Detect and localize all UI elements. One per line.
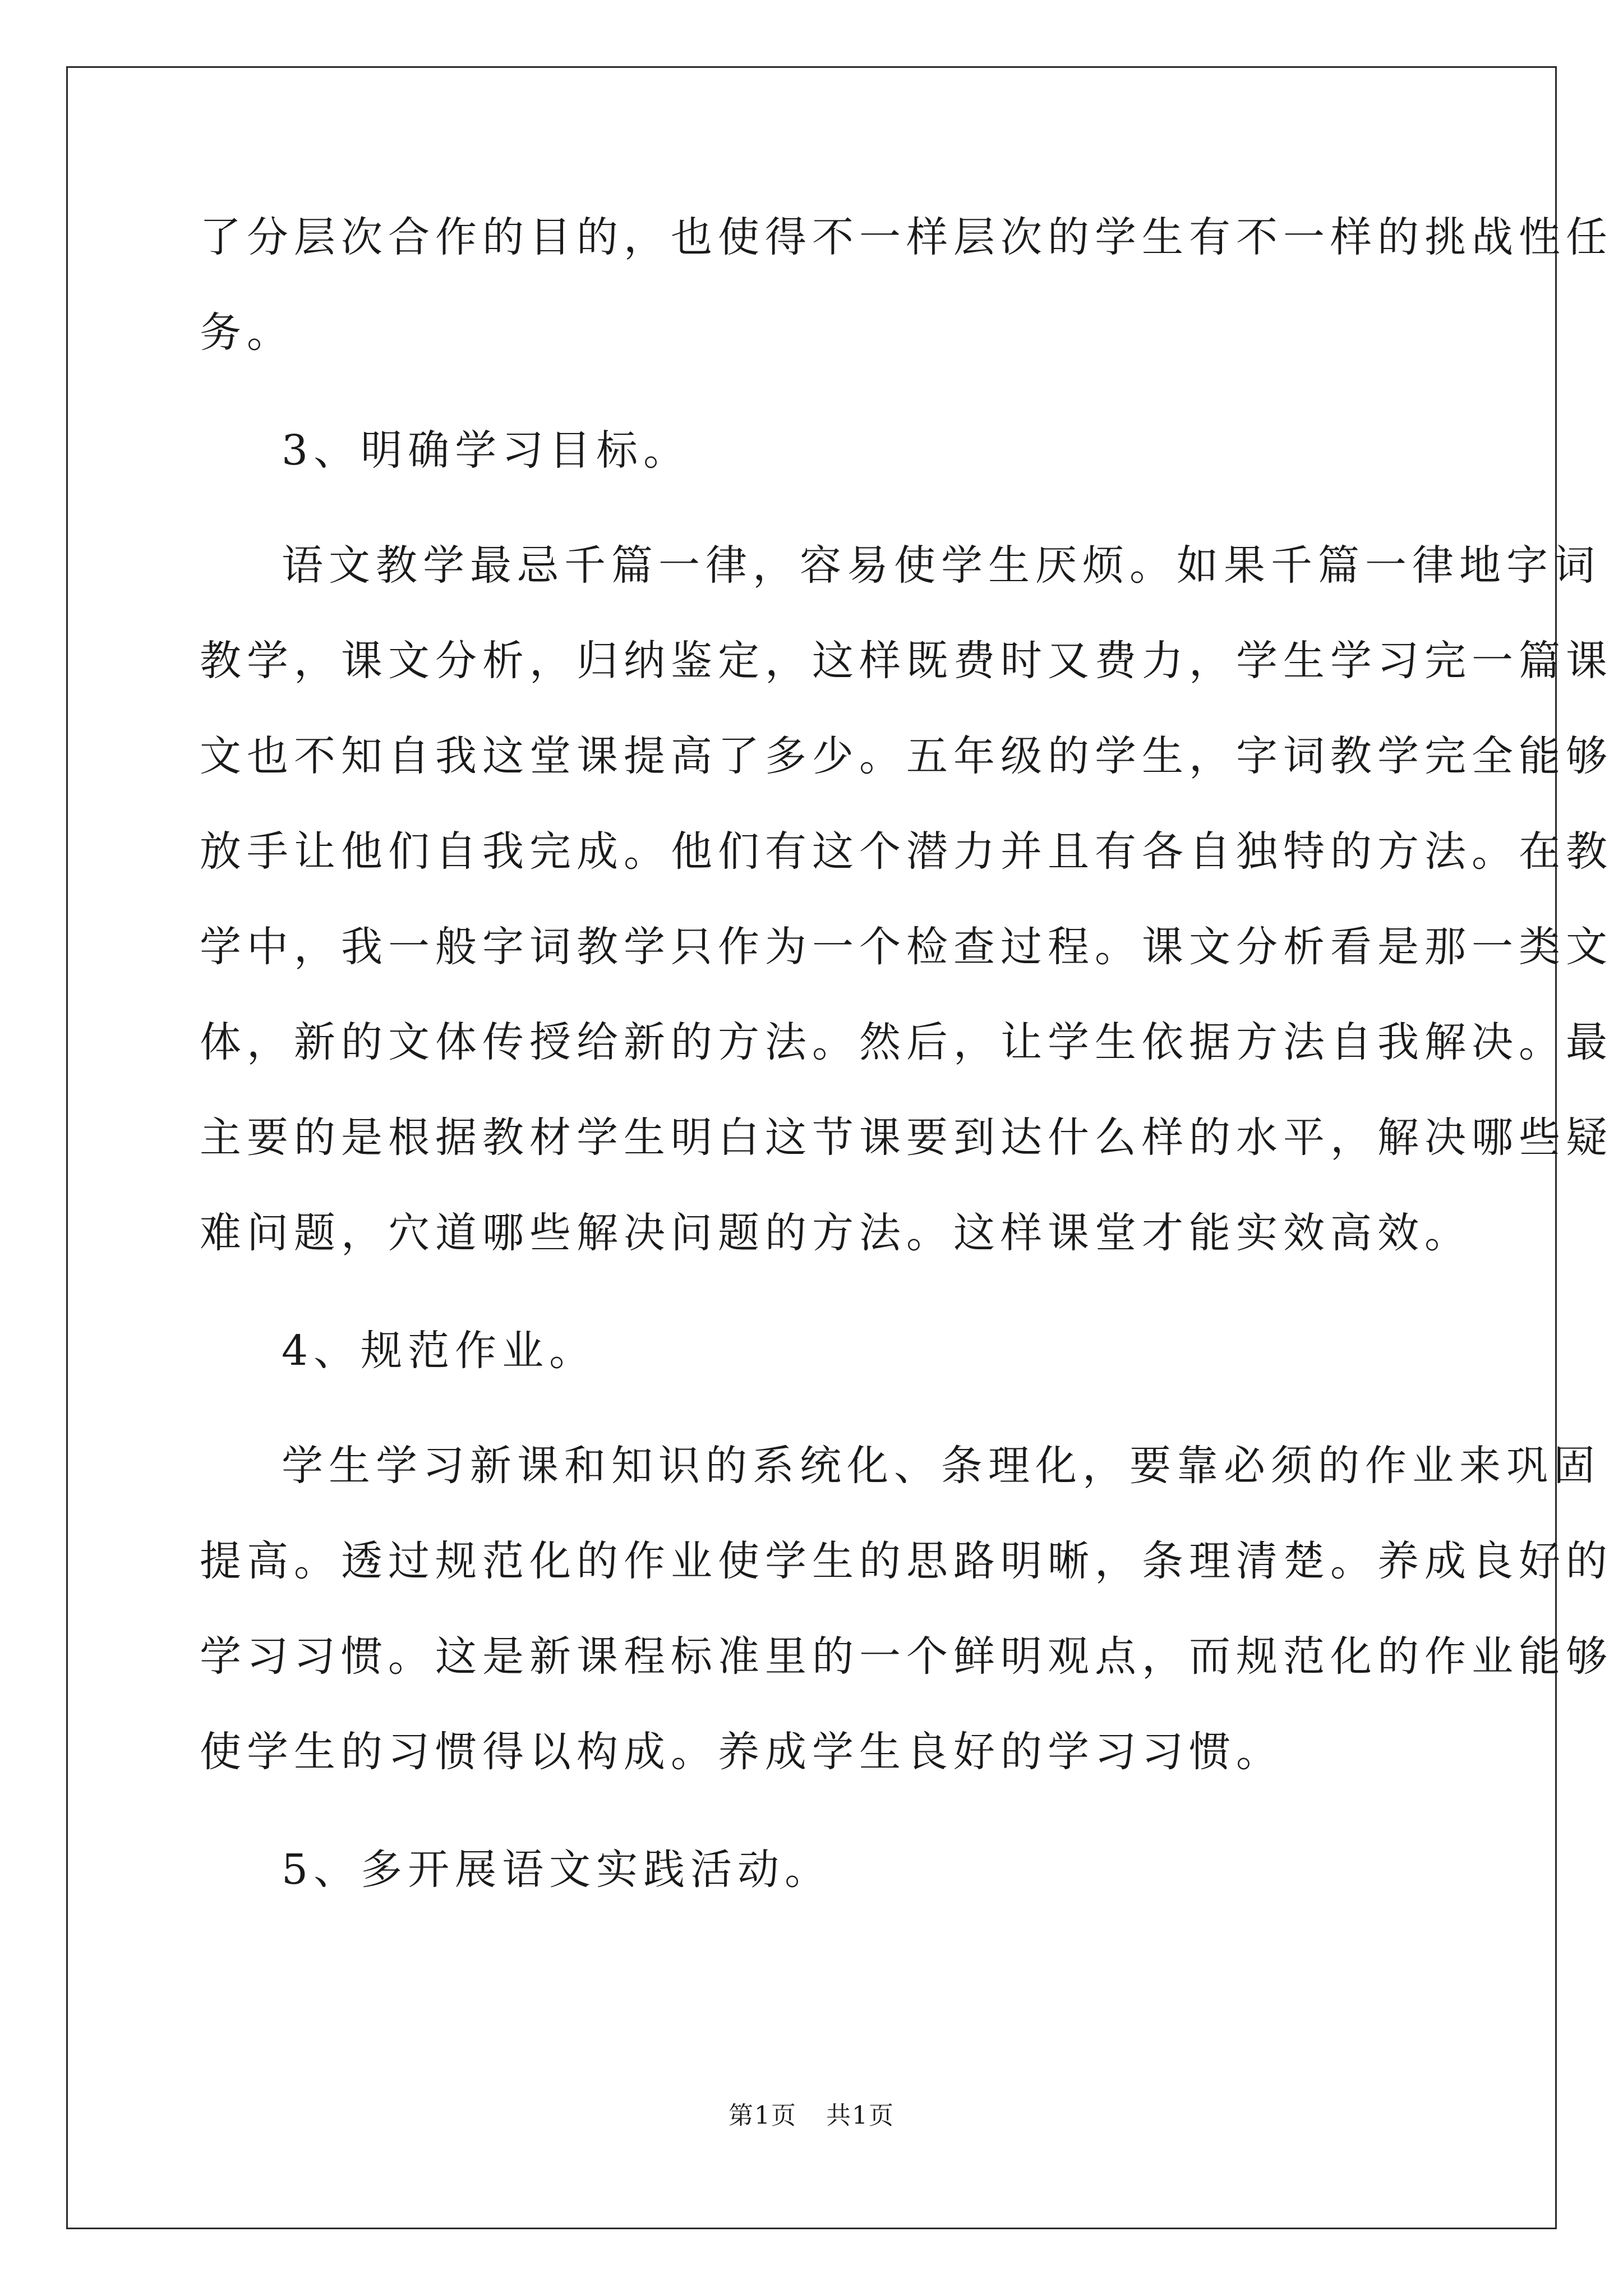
page-footer (0, 2095, 1623, 2131)
paragraph-line: 主要的是根据教材学生明白这节课要到达什么样的水平，解决哪些疑 (200, 1114, 1613, 1162)
paragraph-line: 放手让他们自我完成。他们有这个潜力并且有各自独特的方法。在教 (200, 827, 1613, 876)
page-number-current: 第1页 (728, 2101, 797, 2130)
paragraph-line: 文也不知自我这堂课提高了多少。五年级的学生，字词教学完全能够 (200, 732, 1613, 780)
section-heading-5: 5、多开展语文实践活动。 (282, 1846, 832, 1894)
paragraph-line: 学生学习新课和知识的系统化、条理化，要靠必须的作业来巩固 (282, 1442, 1601, 1490)
paragraph-line: 难问题，穴道哪些解决问题的方法。这样课堂才能实效高效。 (200, 1209, 1472, 1257)
paragraph-line: 了分层次合作的目的，也使得不一样层次的学生有不一样的挑战性任 (200, 213, 1613, 261)
section-heading-4: 4、规范作业。 (282, 1327, 597, 1375)
page-number-total: 共1页 (826, 2101, 895, 2130)
paragraph-line: 务。 (200, 309, 294, 357)
paragraph-line: 体，新的文体传授给新的方法。然后，让学生依据方法自我解决。最 (200, 1018, 1613, 1066)
paragraph-line: 语文教学最忌千篇一律，容易使学生厌烦。如果千篇一律地字词 (282, 541, 1601, 590)
paragraph-line: 教学，课文分析，归纳鉴定，这样既费时又费力，学生学习完一篇课 (200, 637, 1613, 685)
section-heading-3: 3、明确学习目标。 (282, 426, 691, 475)
paragraph-line: 学习习惯。这是新课程标准里的一个鲜明观点，而规范化的作业能够 (200, 1632, 1613, 1681)
paragraph-line: 学中，我一般字词教学只作为一个检查过程。课文分析看是那一类文 (200, 923, 1613, 971)
paragraph-line: 提高。透过规范化的作业使学生的思路明晰，条理清楚。养成良好的 (200, 1537, 1613, 1585)
paragraph-line: 使学生的习惯得以构成。养成学生良好的学习习惯。 (200, 1728, 1283, 1776)
